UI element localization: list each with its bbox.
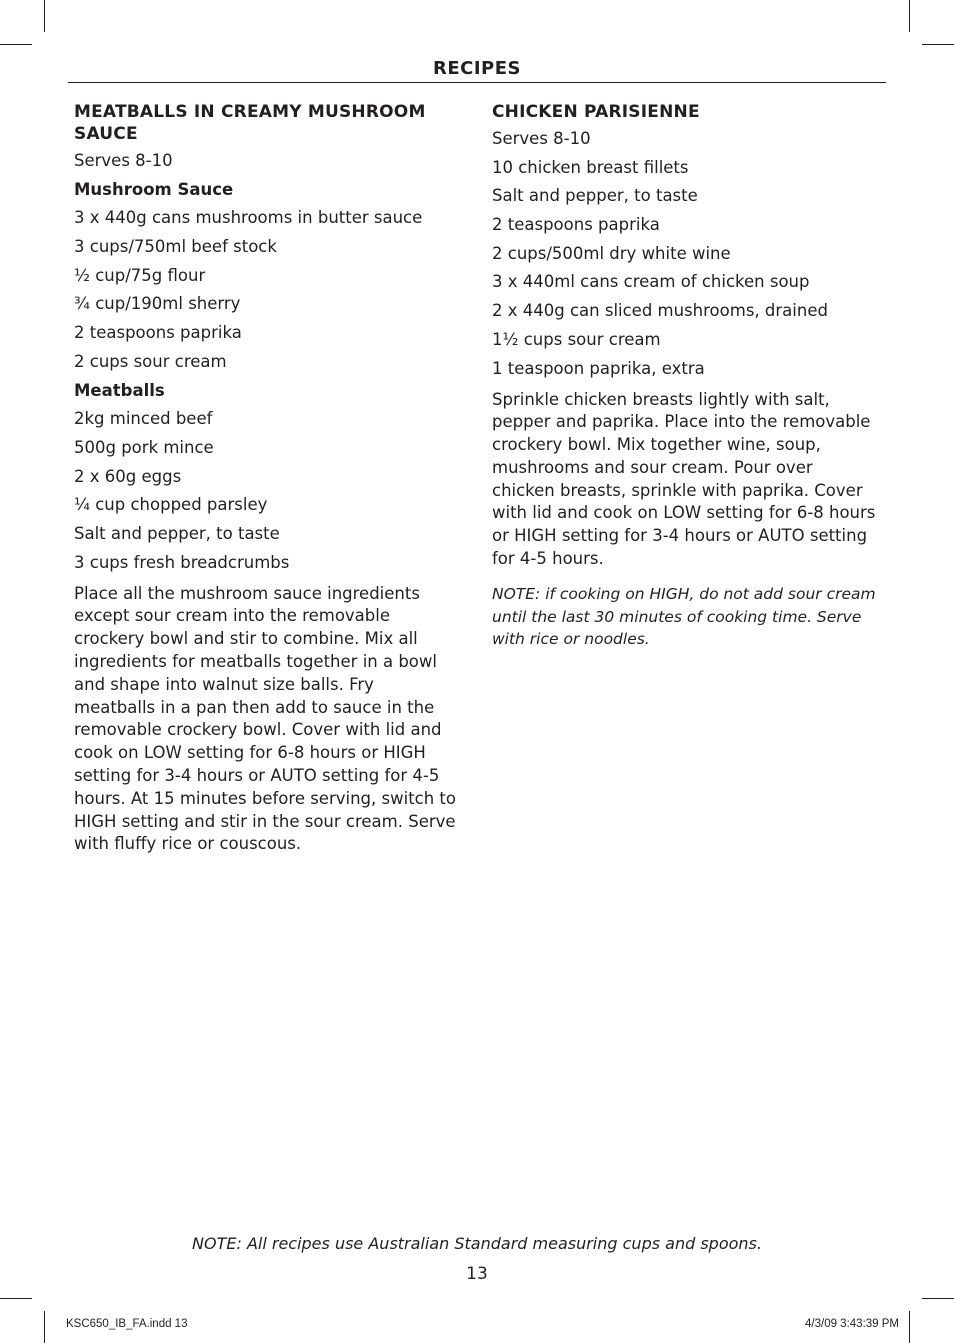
recipe-note: NOTE: if cooking on HIGH, do not add sour cream until the last 30 minutes of cooking time. Serve with rice or noodles. [492, 584, 876, 649]
ingredient: 3 x 440g cans mushrooms in butter sauce [74, 208, 423, 228]
ingredient-group-heading: Meatballs [74, 380, 165, 400]
crop-mark [909, 1311, 910, 1343]
header-rule [68, 82, 886, 83]
ingredient: 2 cups/500ml dry white wine [492, 243, 731, 263]
ingredient: 3 x 440ml cans cream of chicken soup [492, 272, 810, 292]
ingredient: 500g pork mince [74, 437, 214, 457]
crop-mark [0, 44, 32, 45]
serves: Serves 8-10 [74, 151, 173, 170]
ingredient: 2 x 60g eggs [74, 466, 182, 486]
ingredient-group-heading: Mushroom Sauce [74, 179, 234, 199]
print-slug-file: KSC650_IB_FA.indd 13 [66, 1318, 188, 1330]
ingredient: ¾ cup/190ml sherry [74, 294, 241, 314]
ingredient: 1 teaspoon paprika, extra [492, 358, 705, 378]
serves: Serves 8-10 [492, 129, 591, 148]
right-recipe [492, 101, 878, 651]
ingredient: 2 x 440g can sliced mushrooms, drained [492, 301, 828, 321]
recipe-title: CHICKEN PARISIENNE [492, 102, 700, 122]
ingredient: 2 teaspoons paprika [492, 215, 660, 235]
method-paragraph: Sprinkle chicken breasts lightly with salt, pepper and paprika. Place into the removable crockery bowl. Mix together wine, soup, mushrooms and sour cream. Pour over chicken breasts, sprinkle with paprika. Cover with lid and cook on LOW setting for 6-8 hours or HIGH setting for 3-4 hours or AUTO setting for 4-5 hours. [492, 389, 876, 569]
ingredient: 3 cups fresh breadcrumbs [74, 552, 290, 572]
print-slug-timestamp: 4/3/09 3:43:39 PM [805, 1318, 899, 1330]
section-title: RECIPES [432, 58, 521, 79]
crop-mark [922, 44, 954, 45]
recipe-title: MEATBALLS IN CREAMY MUSHROOM SAUCE [74, 102, 426, 144]
ingredient: 2 cups sour cream [74, 351, 227, 371]
ingredient: Salt and pepper, to taste [492, 186, 698, 206]
crop-mark [922, 1298, 954, 1299]
crop-mark [44, 1311, 45, 1343]
ingredient: 2kg minced beef [74, 409, 213, 429]
ingredient: 1½ cups sour cream [492, 329, 661, 349]
footer-note: NOTE: All recipes use Australian Standard measuring cups and spoons. [192, 1234, 762, 1253]
ingredient: ¼ cup chopped parsley [74, 495, 268, 515]
ingredient: ½ cup/75g flour [74, 265, 206, 285]
left-recipe [74, 101, 460, 856]
ingredient: 10 chicken breast fillets [492, 157, 689, 177]
ingredient: 2 teaspoons paprika [74, 323, 242, 343]
crop-mark [0, 1298, 32, 1299]
page-number: 13 [466, 1264, 488, 1284]
ingredient: 3 cups/750ml beef stock [74, 237, 277, 257]
method-paragraph: Place all the mushroom sauce ingredients except sour cream into the removable crockery bowl and stir to combine. Mix all ingredients for meatballs together in a bowl and shape into walnut size balls. Fry meatballs in a pan then add to sauce in the removable crockery bowl. Cover with lid and cook on LOW setting for 6-8 hours or HIGH setting for 3-4 hours or AUTO setting for 4-5 hours. At 15 minutes before serving, switch to HIGH setting and stir in the sour cream. Serve with fluffy rice or couscous. [74, 583, 456, 854]
ingredient: Salt and pepper, to taste [74, 523, 280, 543]
crop-mark [909, 0, 910, 32]
crop-mark [44, 0, 45, 32]
